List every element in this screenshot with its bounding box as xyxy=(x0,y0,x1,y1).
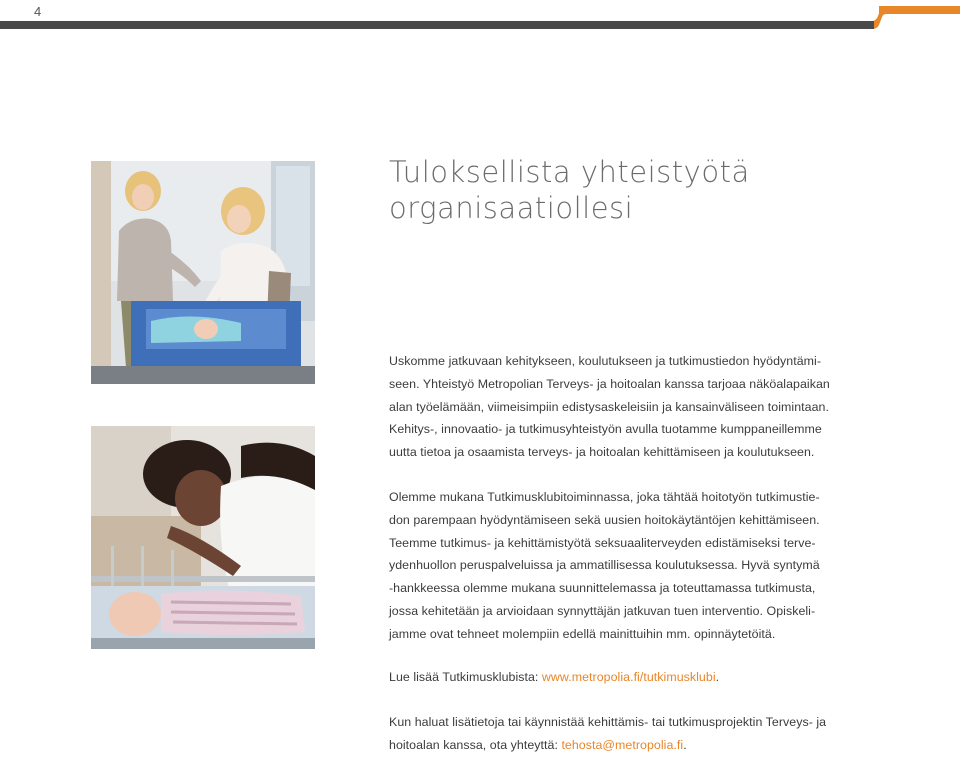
text-line: ydenhuollon peruspalveluissa ja ammatillisessa koulutuksessa. Hyvä syntymä xyxy=(389,558,820,573)
text-line: jossa kehitetään ja arvioidaan synnyttäjän jatkuvan tuen interventio. Opiskeli- xyxy=(389,603,816,618)
photo-nurses-training xyxy=(91,161,315,384)
paragraph-research xyxy=(389,486,849,646)
photo-nurse-with-baby xyxy=(91,426,315,649)
paragraph-contact xyxy=(389,711,849,757)
read-more-suffix: . xyxy=(715,670,720,684)
contact-email-link[interactable]: tehosta@metropolia.fi xyxy=(561,737,684,752)
paragraph-intro xyxy=(389,350,849,464)
text-line: Kun haluat lisätietoja tai käynnistää kehittämis- tai tutkimusprojektin Terveys- ja xyxy=(389,715,827,729)
text-line: don parempaan hyödyntämiseen sekä uusien hoitokäytäntöjen kehittämiseen. xyxy=(389,512,820,527)
tutkimusklubi-link[interactable]: www.metropolia.fi/tutkimusklubi xyxy=(541,670,716,684)
title-line-1: Tuloksellista yhteistyötä xyxy=(389,155,750,189)
contact-prefix: hoitoalan kanssa, ota yhteyttä: xyxy=(389,737,562,752)
text-line xyxy=(389,734,849,757)
paragraph-read-more xyxy=(389,666,849,689)
text-line: jamme ovat tehneet molempiin edellä mainittuihin mm. opinnäytetöitä. xyxy=(389,626,776,641)
page-title xyxy=(389,154,909,226)
page-number: 4 xyxy=(34,4,42,19)
header-bar-gray xyxy=(0,21,872,29)
text-line: -hankkeessa olemme mukana suunnittelemassa ja toteuttamassa tutkimusta, xyxy=(389,581,816,596)
text-line xyxy=(389,666,849,689)
read-more-prefix: Lue lisää Tutkimusklubista: xyxy=(389,670,542,684)
title-line-2: organisaatiollesi xyxy=(389,191,634,225)
text-line: Teemme tutkimus- ja kehittämistyötä seksuaaliterveyden edistämiseksi terve- xyxy=(389,535,816,550)
text-line: Kehitys-, innovaatio- ja tutkimusyhteistyön avulla tuotamme kumppaneillemme xyxy=(389,422,822,437)
text-line: Olemme mukana Tutkimusklubitoiminnassa, joka tähtää hoitotyön tutkimustie- xyxy=(389,490,820,504)
text-line: Uskomme jatkuvaan kehitykseen, koulutukseen ja tutkimustiedon hyödyntämi- xyxy=(389,354,822,368)
header-bar-orange xyxy=(879,6,960,14)
text-line: uutta tietoa ja osaamista terveys- ja hoitoalan kehittämiseen ja koulutukseen. xyxy=(389,445,815,460)
text-line: alan työelämään, viimeisimpiin edistysaskeleisiin ja kansainväliseen toimintaan. xyxy=(389,399,829,414)
contact-suffix: . xyxy=(683,737,687,752)
text-line: seen. Yhteistyö Metropolian Terveys- ja hoitoalan kanssa tarjoaa näköalapaikan xyxy=(389,376,830,391)
